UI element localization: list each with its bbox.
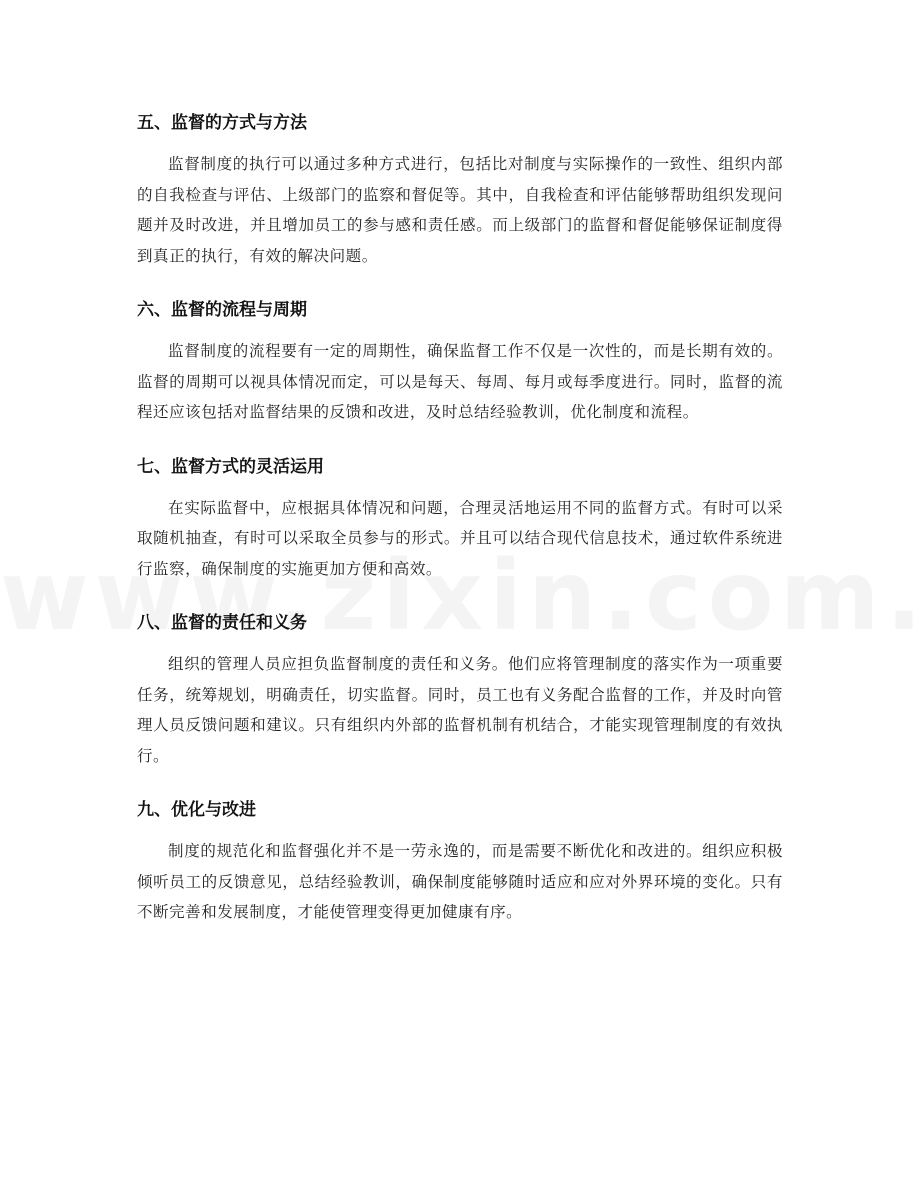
section-7	[137, 448, 783, 585]
section-9	[137, 791, 783, 928]
section-paragraph: 制度的规范化和监督强化并不是一劳永逸的，而是需要不断优化和改进的。组织应积极倾听员工的反馈意见，总结经验教训，确保制度能够随时适应和应对外界环境的变化。只有不断完善和发展制度，才能使管理变得更加健康有序。	[137, 842, 783, 921]
section-paragraph: 监督制度的执行可以通过多种方式进行，包括比对制度与实际操作的一致性、组织内部的自我检查与评估、上级部门的监察和督促等。其中，自我检查和评估能够帮助组织发现问题并及时改进，并且增加员工的参与感和责任感。而上级部门的监督和督促能够保证制度得到真正的执行，有效的解决问题。	[137, 155, 783, 265]
section-heading: 七、监督方式的灵活运用	[137, 456, 324, 477]
section-8	[137, 604, 783, 771]
document-body	[137, 104, 783, 948]
section-heading: 九、优化与改进	[137, 800, 256, 820]
section-heading: 六、监督的流程与周期	[137, 300, 307, 320]
section-paragraph: 组织的管理人员应担负监督制度的责任和义务。他们应将管理制度的落实作为一项重要任务，统筹规划，明确责任，切实监督。同时，员工也有义务配合监督的工作，并及时向管理人员反馈问题和建议。只有组织内外部的监督机制有机结合，才能实现管理制度的有效执行。	[137, 655, 783, 765]
section-heading: 八、监督的责任和义务	[137, 613, 307, 633]
section-5	[137, 104, 783, 271]
section-6	[137, 291, 783, 428]
section-heading: 五、监督的方式与方法	[137, 113, 307, 133]
section-paragraph: 在实际监督中，应根据具体情况和问题，合理灵活地运用不同的监督方式。有时可以采取随机抽查，有时可以采取全员参与的形式。并且可以结合现代信息技术，通过软件系统进行监察，确保制度的实施更加方便和高效。	[137, 498, 783, 578]
section-paragraph: 监督制度的流程要有一定的周期性，确保监督工作不仅是一次性的，而是长期有效的。监督的周期可以视具体情况而定，可以是每天、每周、每月或每季度进行。同时，监督的流程还应该包括对监督结果的反馈和改进，及时总结经验教训，优化制度和流程。	[137, 342, 783, 421]
